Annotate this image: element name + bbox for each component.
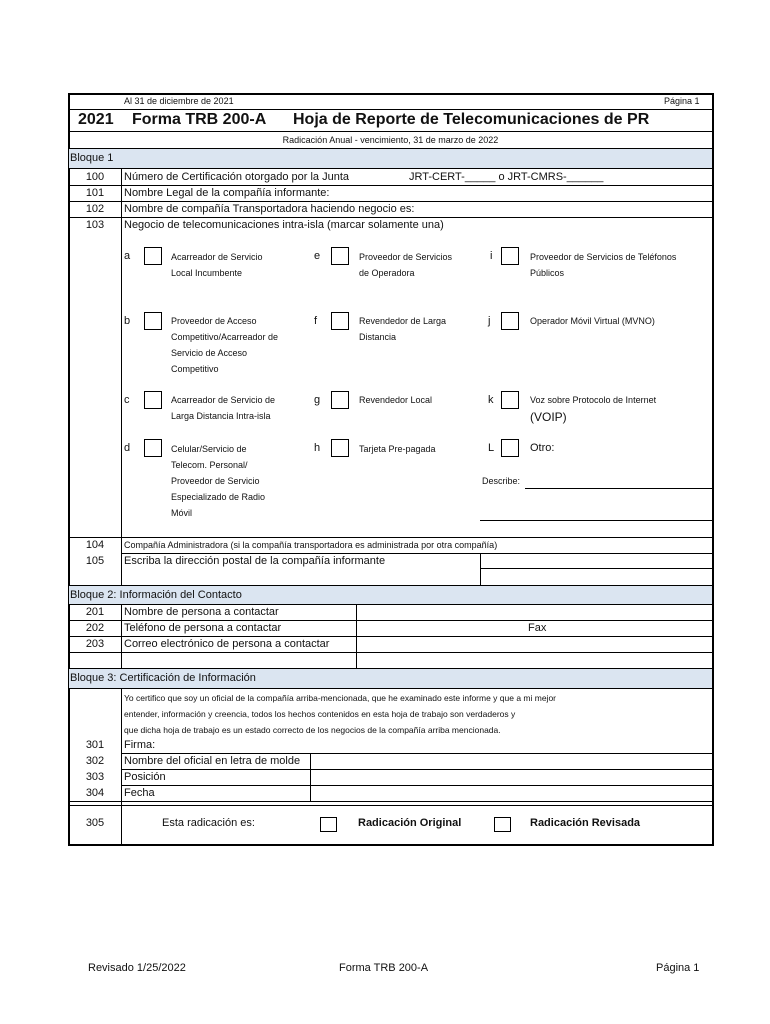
- row-303-label: Posición: [124, 771, 166, 783]
- bloque3-label: Bloque 3: Certificación de Información: [70, 672, 256, 684]
- revised-filing-label: Radicación Revisada: [530, 817, 641, 829]
- row-num-302: 302: [85, 755, 105, 767]
- option-f-checkbox[interactable]: [331, 312, 349, 330]
- option-j-checkbox[interactable]: [501, 312, 519, 330]
- bloque1-label: Bloque 1: [70, 152, 114, 164]
- row-num-101: 101: [85, 187, 105, 199]
- option-g-label: Revendedor Local: [359, 395, 433, 405]
- option-c-label: Acarreador de Servicio de Larga Distancia Intra-isla: [171, 395, 276, 421]
- row-304-label: Fecha: [124, 787, 155, 799]
- option-a-label: Acarreador de Servicio Local Incumbente: [171, 252, 263, 278]
- page-number-top: Página 1: [664, 96, 700, 106]
- row-102-label: Nombre de compañía Transportadora haciendo negocio es:: [124, 203, 415, 215]
- option-h-label: Tarjeta Pre-pagada: [359, 444, 436, 454]
- option-k-label: Voz sobre Protocolo de Internet: [530, 395, 657, 405]
- original-filing-checkbox[interactable]: [320, 817, 337, 832]
- option-i-letter: i: [490, 250, 493, 262]
- footer-page: Página 1: [656, 962, 700, 974]
- row-num-102: 102: [85, 203, 105, 215]
- subtitle: Radicación Anual - vencimiento, 31 de marzo de 2022: [282, 135, 499, 145]
- row-103-label: Negocio de telecomunicaciones intra-isla (marcar solamente una): [124, 219, 444, 231]
- option-l-checkbox[interactable]: [501, 439, 519, 457]
- option-f-label: Revendedor de Larga Distancia: [359, 316, 447, 342]
- option-c-checkbox[interactable]: [144, 391, 162, 409]
- row-104-label: Compañía Administradora (si la compañía transportadora es administrada por otra compañía): [124, 540, 498, 550]
- cert-line-2: entender, información y creencia, todos los hechos contenidos en esta hoja de trabajo son verdaderos y: [124, 709, 516, 719]
- option-b-label: Proveedor de Acceso Competitivo/Acarreador de Servicio de Acceso Competitivo: [171, 316, 279, 374]
- option-a-letter: a: [124, 250, 131, 262]
- option-k-letter: k: [488, 394, 494, 406]
- option-d-checkbox[interactable]: [144, 439, 162, 457]
- option-i-checkbox[interactable]: [501, 247, 519, 265]
- option-l-letter: L: [488, 442, 495, 454]
- option-l-label: Otro:: [530, 442, 555, 454]
- option-i-label: Proveedor de Servicios de Teléfonos Públicos: [530, 252, 677, 278]
- row-100-label: Número de Certificación otorgado por la Junta: [124, 171, 350, 183]
- row-num-103: 103: [85, 219, 105, 231]
- describe-line-2[interactable]: [480, 520, 712, 521]
- row-num-301: 301: [85, 739, 105, 751]
- cert-number-field[interactable]: JRT-CERT-_____ o JRT-CMRS-______: [409, 171, 604, 183]
- original-filing-label: Radicación Original: [358, 817, 462, 829]
- option-g-letter: g: [314, 394, 321, 406]
- row-num-104: 104: [85, 539, 105, 551]
- option-e-checkbox[interactable]: [331, 247, 349, 265]
- row-num-202: 202: [85, 622, 105, 634]
- footer-form: Forma TRB 200-A: [339, 962, 429, 974]
- option-h-checkbox[interactable]: [331, 439, 349, 457]
- option-a-checkbox[interactable]: [144, 247, 162, 265]
- option-j-letter: j: [488, 315, 491, 327]
- row-num-100: 100: [85, 171, 105, 183]
- row-202-label: Teléfono de persona a contactar: [124, 622, 282, 634]
- row-105-label: Escriba la dirección postal de la compañía informante: [124, 555, 386, 567]
- voip-label: (VOIP): [530, 410, 567, 424]
- row-302-label: Nombre del oficial en letra de molde: [124, 755, 301, 767]
- option-h-letter: h: [314, 442, 321, 454]
- row-203-label: Correo electrónico de persona a contactar: [124, 638, 330, 650]
- row-201-label: Nombre de persona a contactar: [124, 606, 279, 618]
- revised-filing-checkbox[interactable]: [494, 817, 511, 832]
- describe-line-1[interactable]: [525, 488, 712, 489]
- form-name: Forma TRB 200-A: [132, 111, 267, 128]
- row-num-304: 304: [85, 787, 105, 799]
- page-title: Hoja de Reporte de Telecomunicaciones de PR: [293, 111, 650, 128]
- option-b-checkbox[interactable]: [144, 312, 162, 330]
- describe-label: Describe:: [482, 476, 521, 486]
- option-d-letter: d: [124, 442, 131, 454]
- row-101-label: Nombre Legal de la compañía informante:: [124, 187, 330, 199]
- row-305-label: Esta radicación es:: [162, 817, 255, 829]
- option-e-letter: e: [314, 250, 321, 262]
- cert-line-3: que dicha hoja de trabajo es un estado correcto de los negocios de la compañía arriba mencionada.: [124, 725, 501, 735]
- row-num-203: 203: [85, 638, 105, 650]
- row-num-303: 303: [85, 771, 105, 783]
- option-e-label: Proveedor de Servicios de Operadora: [359, 252, 453, 278]
- row-num-201: 201: [85, 606, 105, 618]
- row-num-105: 105: [85, 555, 105, 567]
- option-f-letter: f: [314, 315, 318, 327]
- cert-line-1: Yo certifico que soy un oficial de la compañía arriba-mencionada, que he examinado este informe y que a mi mejor: [124, 693, 557, 703]
- footer-revised: Revisado 1/25/2022: [88, 962, 186, 974]
- option-k-checkbox[interactable]: [501, 391, 519, 409]
- form-year: 2021: [78, 111, 114, 128]
- fax-label: Fax: [528, 622, 547, 634]
- row-301-label: Firma:: [124, 739, 156, 751]
- date-line: Al 31 de diciembre de 2021: [124, 96, 234, 106]
- option-d-label: Celular/Servicio de Telecom. Personal/ Proveedor de Servicio Especializado de Radio Móvil: [171, 444, 266, 518]
- address-field[interactable]: [480, 568, 713, 569]
- option-c-letter: c: [124, 394, 130, 406]
- option-g-checkbox[interactable]: [331, 391, 349, 409]
- bloque2-label: Bloque 2: Información del Contacto: [70, 589, 242, 601]
- row-num-305: 305: [85, 817, 105, 829]
- option-b-letter: b: [124, 315, 131, 327]
- option-j-label: Operador Móvil Virtual (MVNO): [530, 316, 655, 326]
